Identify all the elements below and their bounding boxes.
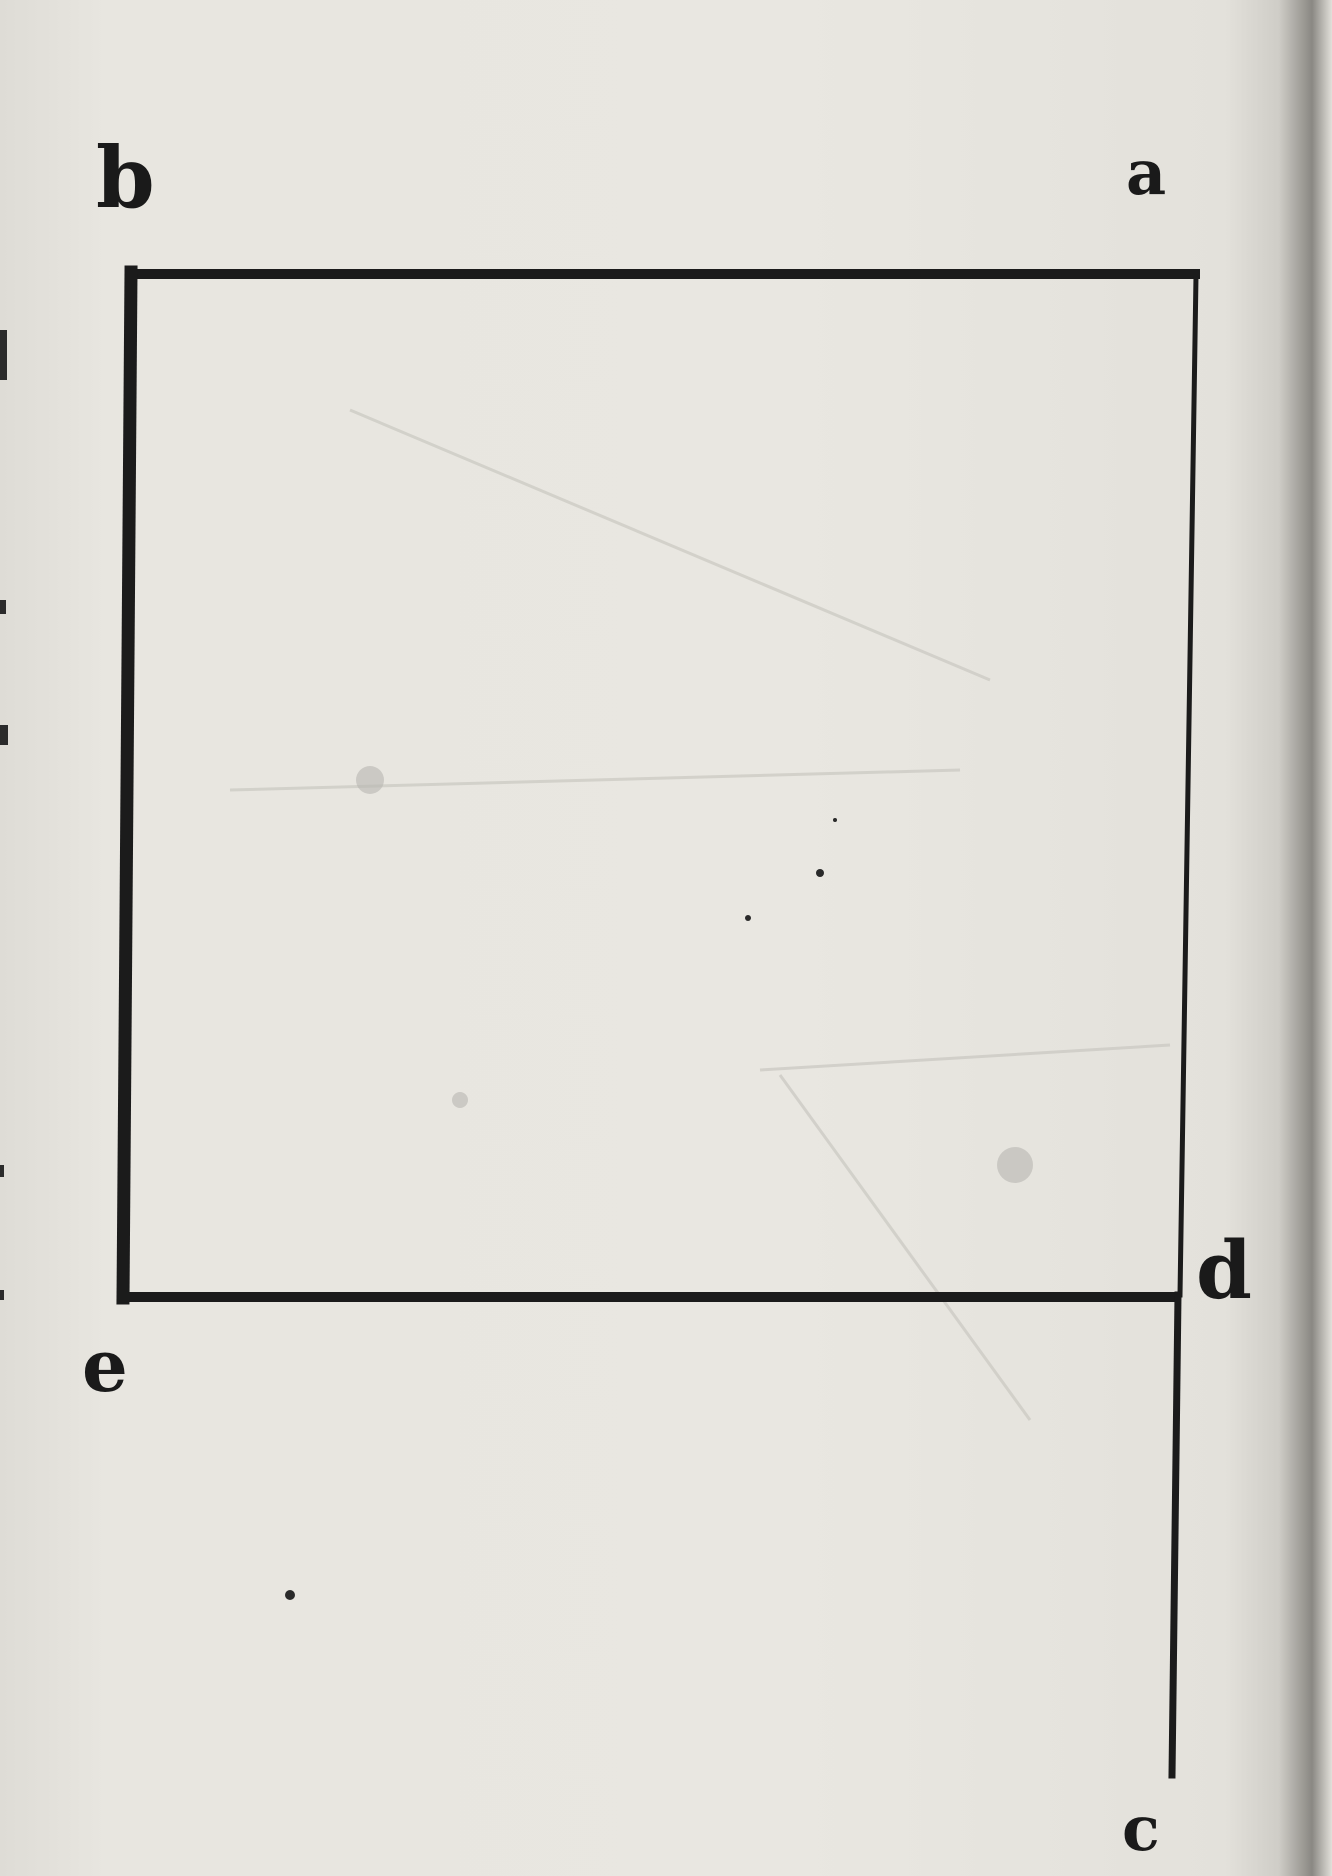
- label-a: a: [1126, 136, 1167, 209]
- bleed-line: [760, 1045, 1170, 1070]
- margin-text-fragment: [0, 1290, 4, 1300]
- label-d: d: [1196, 1223, 1252, 1317]
- ink-speck: [285, 1590, 295, 1600]
- bleed-line: [780, 1075, 1030, 1420]
- side-be: [123, 272, 131, 1298]
- label-b: b: [96, 128, 155, 227]
- label-c: c: [1122, 1792, 1160, 1865]
- bleed-spot: [452, 1092, 468, 1108]
- bleed-spot: [356, 766, 384, 794]
- ink-speck: [745, 915, 751, 921]
- margin-text-fragment: [0, 1165, 4, 1177]
- segment-dc: [1172, 1295, 1178, 1775]
- margin-text-fragment: [0, 330, 7, 380]
- bleed-line: [230, 770, 960, 790]
- bleed-spot: [997, 1147, 1033, 1183]
- label-e: e: [82, 1323, 128, 1408]
- margin-text-fragment: [0, 725, 8, 745]
- margin-text-fragment: [0, 600, 6, 614]
- ink-speck: [816, 869, 824, 877]
- bleed-line: [350, 410, 990, 680]
- ink-speck: [833, 818, 837, 822]
- side-ad: [1180, 276, 1196, 1295]
